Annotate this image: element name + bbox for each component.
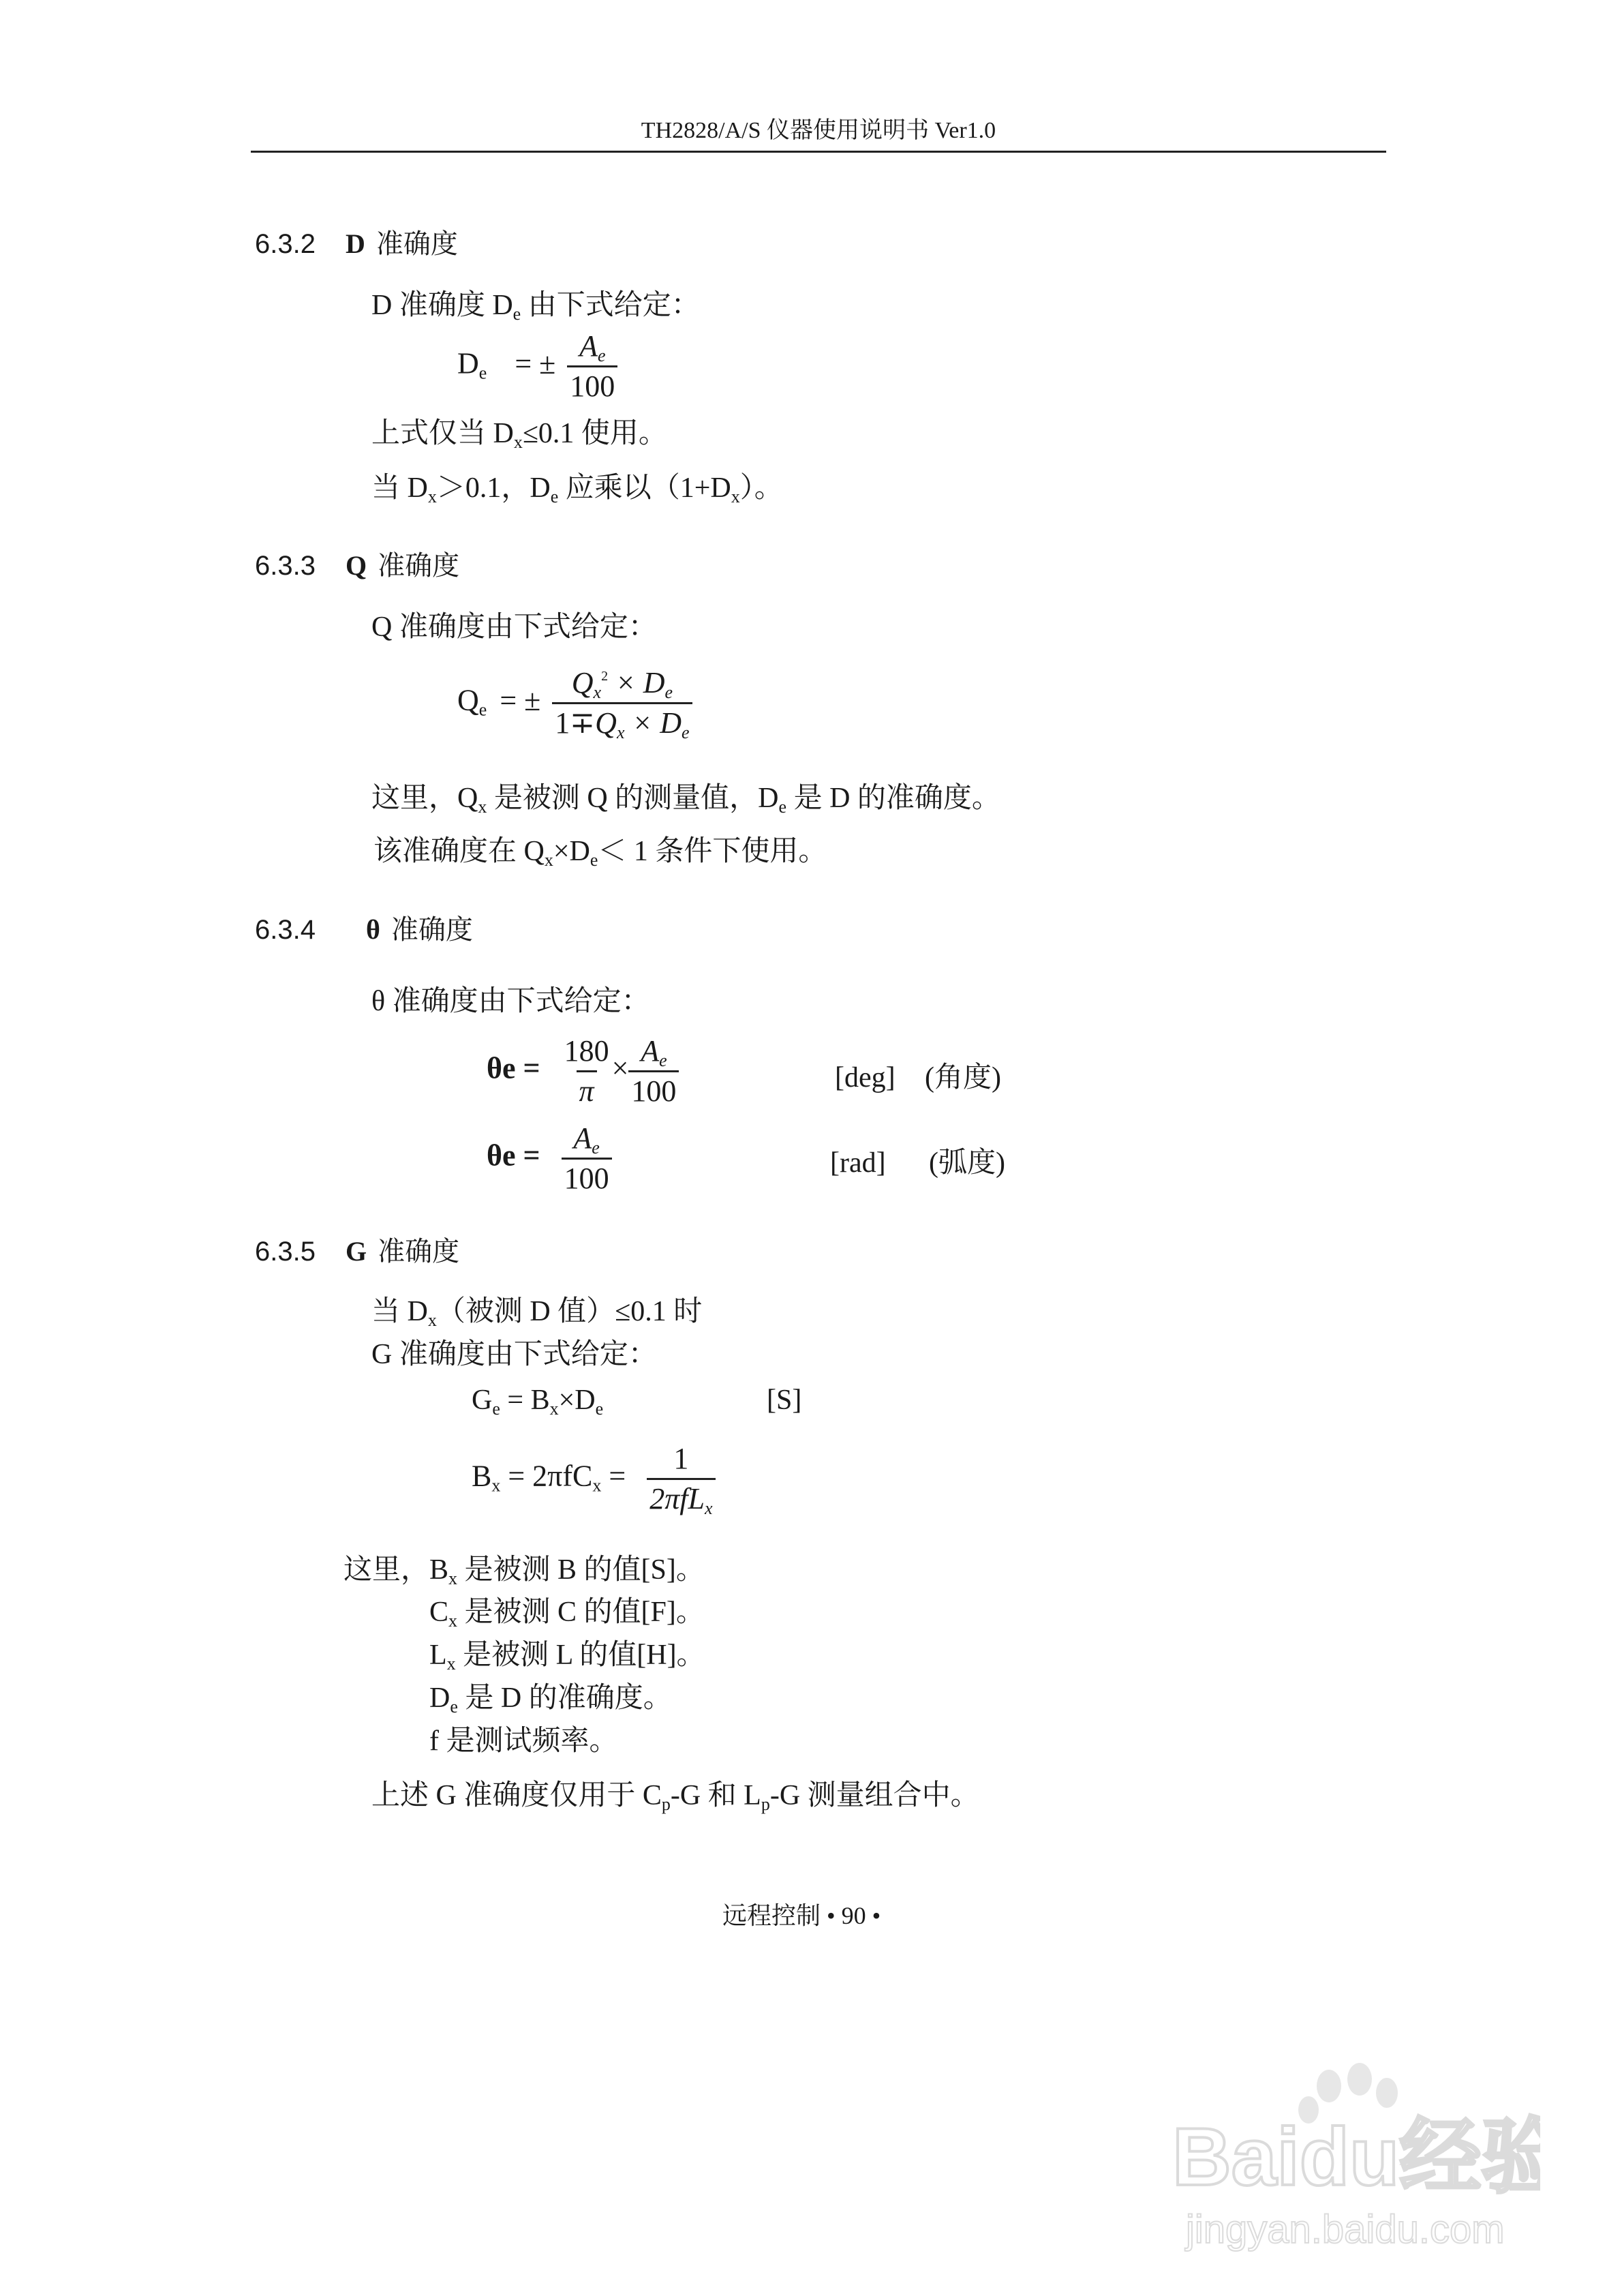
where-l: $L_x$ 是被测 L 的值[H]。 — [429, 1640, 705, 1674]
section-number: 6.3.5 — [255, 1237, 316, 1267]
baidu-watermark — [1159, 2059, 1540, 2256]
header-rule — [251, 151, 1386, 153]
g-note: 上述 G 准确度仅用于 $C_p-G$ 和 $L_p-G$ 测量组合中。 — [371, 1780, 979, 1814]
bx-formula: $B_x = 2\pi fC_x$ = $\frac{1}{2\pi fL_x}$ — [472, 1444, 716, 1514]
deg-unit: [deg] — [835, 1062, 896, 1093]
g-condition: 当 $D_x$（被测 D 值）≤0.1 时 — [371, 1296, 703, 1330]
d-intro: D 准确度 $D_e$ 由下式给定： — [371, 290, 700, 324]
section-title: 准确度 — [378, 1237, 460, 1267]
page-footer: 远程控制 • 90 • — [722, 1902, 881, 1929]
section-symbol: D — [345, 228, 365, 259]
svg-text:jingyan.baidu.com: jingyan.baidu.com — [1186, 2207, 1505, 2252]
section-symbol: θ — [365, 914, 380, 945]
theta-deg-formula: θe = $\frac{180}{\pi}$ × $\frac{A_e}{100}$ — [487, 1036, 679, 1106]
page-header: TH2828/A/S 仪器使用说明书 Ver1.0 — [641, 118, 996, 143]
where-b: 这里，$B_x$ 是被测 B 的值[S]。 — [343, 1554, 705, 1588]
section-number: 6.3.2 — [255, 229, 316, 259]
section-symbol: G — [345, 1236, 367, 1267]
ge-unit: [S] — [767, 1385, 802, 1416]
theta-rad-formula: θe = $\frac{A_e}{100}$ — [487, 1123, 612, 1194]
section-symbol: Q — [345, 550, 367, 581]
section-title: 准确度 — [376, 229, 458, 259]
q-intro: Q 准确度由下式给定： — [371, 611, 657, 643]
section-number: 6.3.4 — [255, 915, 316, 945]
q-condition: 该准确度在 $Q_x\times D_e< 1$ 条件下使用。 — [373, 836, 827, 870]
d-correction: 当 $D_x>0.1$，$D_e$ 应乘以$(1+D_x)$。 — [371, 472, 783, 507]
where-f: f 是测试频率。 — [429, 1725, 618, 1757]
d-condition: 上式仅当 $D_x\le 0.1$ 使用。 — [371, 418, 667, 452]
section-number: 6.3.3 — [255, 551, 316, 581]
section-heading-633 — [255, 552, 459, 579]
paw-logo-icon — [1159, 2059, 1540, 2256]
where-d: $D_e$ 是 D 的准确度。 — [429, 1682, 672, 1717]
q-where: 这里，$Q_x$ 是被测 Q 的测量值，$D_e$ 是 D 的准确度。 — [371, 783, 1000, 817]
section-title: 准确度 — [378, 551, 460, 581]
where-c: $C_x$ 是被测 C 的值[F]。 — [429, 1597, 705, 1631]
q-formula: $Q_e$ = ± $\frac{Q_x^2 \times D_e}{1\mp Q_x \times D_e}$ — [457, 668, 692, 738]
g-intro: G 准确度由下式给定： — [371, 1339, 657, 1370]
ge-formula: $G_e = B_x\times D_e$ — [472, 1385, 604, 1419]
rad-unit: [rad] — [830, 1147, 886, 1179]
deg-note: (角度) — [925, 1062, 1001, 1093]
section-heading-632 — [255, 230, 458, 258]
section-title: 准确度 — [391, 915, 473, 945]
svg-text:Baidu经验: Baidu经验 — [1172, 2111, 1540, 2203]
d-formula: $D_e$ = ± $\frac{A_e}{100}$ — [457, 331, 617, 402]
section-heading-635 — [255, 1238, 459, 1265]
section-heading-634 — [255, 916, 473, 943]
rad-note: (弧度) — [929, 1147, 1005, 1179]
theta-intro: θ 准确度由下式给定： — [371, 986, 650, 1017]
